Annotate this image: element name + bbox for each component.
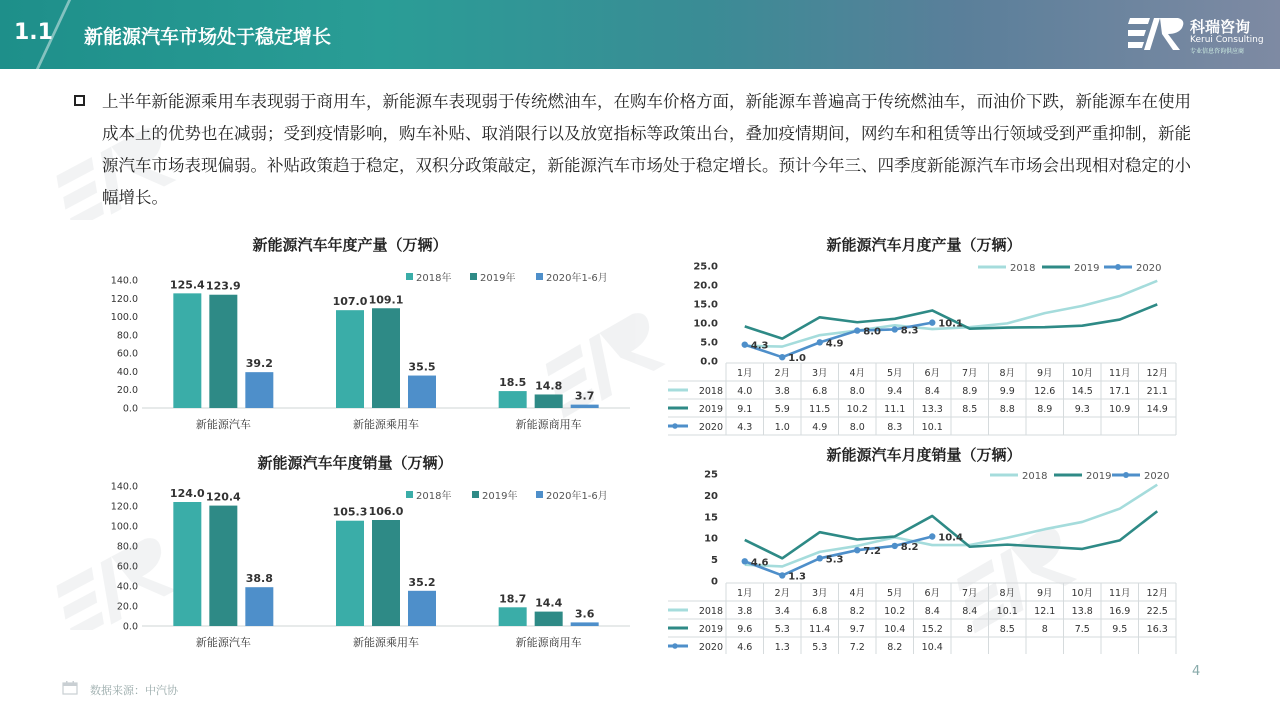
- x-month-label: 11月: [1108, 588, 1131, 599]
- table-cell-value: 10.1: [996, 606, 1018, 617]
- bar-value-label: 105.3: [332, 505, 368, 519]
- series-line-2018: [745, 485, 1158, 567]
- x-month-label: 8月: [999, 588, 1016, 599]
- bar-value-label: 106.0: [368, 505, 404, 518]
- point-label: 4.6: [750, 557, 769, 569]
- table-cell-value: 15.2: [921, 624, 943, 635]
- table-cell-value: 8.0: [849, 386, 865, 397]
- x-category-label: 新能源汽车: [195, 418, 251, 431]
- data-point: [779, 572, 785, 578]
- legend-label: 2018: [1022, 471, 1048, 482]
- x-month-label: 7月: [961, 588, 978, 599]
- chart-title: 新能源汽车年度产量（万辆）: [252, 236, 448, 254]
- point-label: 8.0: [863, 326, 881, 338]
- x-month-label: 7月: [961, 368, 978, 379]
- y-tick-label: 15.0: [693, 299, 718, 311]
- y-tick-label: 10: [704, 533, 718, 545]
- bar: [372, 308, 400, 408]
- x-month-label: 12月: [1146, 368, 1169, 379]
- section-number: 1.1: [14, 20, 53, 45]
- series-line-2018: [745, 281, 1158, 350]
- bar: [499, 391, 527, 408]
- x-month-label: 9月: [1036, 368, 1053, 379]
- page-number: 4: [1192, 664, 1201, 679]
- table-legend-marker: [672, 643, 678, 649]
- bar-value-label: 125.4: [169, 278, 205, 292]
- bar: [209, 295, 237, 408]
- table-cell-value: 1.0: [774, 422, 790, 433]
- bar: [535, 394, 563, 408]
- x-category-label: 新能源商用车: [515, 418, 582, 431]
- logo-tagline: 专业信息咨询供应商: [1190, 48, 1245, 55]
- table-cell-value: 16.9: [1109, 606, 1131, 617]
- bar: [499, 607, 527, 626]
- x-month-label: 12月: [1146, 588, 1169, 599]
- table-cell-value: 10.9: [1109, 404, 1131, 415]
- table-cell-value: 10.2: [846, 404, 868, 415]
- table-cell-value: 8.5: [962, 404, 978, 415]
- bar: [245, 372, 273, 408]
- header-bar: [0, 0, 1280, 69]
- bar: [408, 591, 436, 626]
- page-title: 新能源汽车市场处于稳定增长: [84, 26, 332, 48]
- legend-marker: [1115, 264, 1121, 270]
- legend-label: 2019年: [480, 273, 516, 284]
- table-cell-value: 14.9: [1146, 404, 1168, 415]
- logo-english-name: Kerui Consulting: [1190, 35, 1264, 45]
- legend-label: 2019年: [482, 491, 518, 502]
- y-tick-label: 0.0: [700, 356, 718, 368]
- data-point: [854, 547, 860, 553]
- y-tick-label: 0.0: [122, 403, 138, 415]
- y-tick-label: 40.0: [116, 366, 138, 378]
- y-tick-label: 20.0: [116, 601, 138, 613]
- table-row-label: 2020: [698, 422, 723, 433]
- legend-label: 2020: [1136, 263, 1162, 274]
- table-cell-value: 8.2: [887, 642, 903, 653]
- table-cell-value: 4.0: [737, 386, 753, 397]
- table-cell-value: 11.1: [884, 404, 906, 415]
- table-cell-value: 6.8: [812, 386, 828, 397]
- y-tick-label: 25: [704, 469, 718, 481]
- table-cell-value: 8.4: [962, 606, 978, 617]
- chart-title: 新能源汽车年度销量（万辆）: [257, 454, 453, 472]
- table-row-label: 2020: [698, 642, 723, 653]
- bar: [173, 293, 201, 408]
- bar: [571, 405, 599, 408]
- y-tick-label: 0: [711, 576, 718, 588]
- table-cell-value: 21.1: [1146, 386, 1168, 397]
- legend-label: 2018: [1010, 263, 1036, 274]
- legend-marker: [1123, 472, 1129, 478]
- legend-swatch: [536, 491, 543, 498]
- table-cell-value: 9.5: [1112, 624, 1128, 635]
- table-cell-value: 17.1: [1109, 386, 1131, 397]
- table-cell-value: 7.2: [849, 642, 865, 653]
- bar: [245, 587, 273, 626]
- table-cell-value: 13.8: [1071, 606, 1093, 617]
- table-cell-value: 8: [966, 624, 973, 635]
- x-month-label: 5月: [886, 588, 903, 599]
- data-point: [854, 327, 860, 333]
- table-cell-value: 3.8: [774, 386, 790, 397]
- table-cell-value: 4.6: [737, 642, 753, 653]
- legend-label: 2020年1-6月: [546, 273, 608, 284]
- table-cell-value: 4.3: [737, 422, 753, 433]
- y-tick-label: 5.0: [700, 337, 718, 349]
- x-month-label: 3月: [811, 368, 828, 379]
- y-tick-label: 60.0: [116, 348, 138, 360]
- table-cell-value: 10.2: [884, 606, 906, 617]
- annual-sales-chart: [100, 446, 640, 660]
- bar: [372, 520, 400, 626]
- y-tick-label: 40.0: [116, 581, 138, 593]
- y-tick-label: 80.0: [116, 330, 138, 342]
- monthly-sales-chart: [668, 440, 1180, 654]
- bar-value-label: 124.0: [169, 487, 205, 500]
- intro-paragraph: 上半年新能源乘用车表现弱于商用车，新能源车表现弱于传统燃油车，在购车价格方面，新能源车普遍高于传统燃油车，而油价下跌，新能源车在使用成本上的优势也在减弱；受到疫情影响，购车补贴、取消限行以及放宽指标等政策出台，叠加疫情期间，网约车和租赁等出行领域受到严重抑制，新能源汽车市场表现偏弱。补贴政策趋于稳定，双积分政策敲定，新能源汽车市场处于稳定增长。预计今年三、四季度新能源汽车市场会出现相对稳定的小幅增长。: [102, 92, 1191, 207]
- data-point: [817, 555, 823, 561]
- point-label: 4.3: [750, 340, 769, 352]
- point-label: 4.9: [825, 338, 844, 350]
- legend-label: 2020年1-6月: [546, 491, 608, 502]
- table-cell-value: 5.3: [774, 624, 790, 635]
- bar-value-label: 3.6: [574, 607, 595, 621]
- table-row-label: 2018: [698, 606, 723, 617]
- table-cell-value: 14.5: [1071, 386, 1093, 397]
- data-source-note: 数据来源：中汽协: [90, 684, 178, 697]
- table-cell-value: 7.5: [1074, 624, 1090, 635]
- bullet-square-icon: [74, 95, 85, 106]
- y-tick-label: 60.0: [116, 561, 138, 573]
- data-point: [742, 341, 748, 347]
- bar-value-label: 35.2: [408, 575, 436, 589]
- data-point: [779, 354, 785, 360]
- point-label: 10.4: [938, 532, 963, 544]
- table-cell-value: 8: [1041, 624, 1048, 635]
- table-cell-value: 10.1: [921, 422, 943, 433]
- legend-swatch: [406, 491, 413, 498]
- bar: [408, 376, 436, 408]
- bar: [173, 502, 201, 626]
- table-row-label: 2019: [698, 624, 723, 635]
- legend-label: 2019: [1086, 471, 1112, 482]
- table-cell-value: 4.9: [812, 422, 828, 433]
- table-cell-value: 12.1: [1034, 606, 1056, 617]
- company-logo: [1128, 14, 1268, 58]
- y-tick-label: 25.0: [693, 261, 718, 273]
- bar: [336, 521, 364, 626]
- bar-value-label: 18.7: [499, 592, 527, 606]
- table-cell-value: 10.4: [921, 642, 943, 653]
- point-label: 8.3: [900, 325, 919, 337]
- annual-production-chart: [100, 228, 640, 438]
- table-cell-value: 6.8: [812, 606, 828, 617]
- x-category-label: 新能源乘用车: [353, 636, 419, 649]
- legend-label: 2018年: [416, 273, 452, 284]
- y-tick-label: 20: [704, 490, 718, 502]
- legend-swatch: [472, 491, 479, 498]
- bar-value-label: 14.8: [535, 379, 563, 393]
- data-point: [742, 558, 748, 564]
- table-cell-value: 22.5: [1146, 606, 1168, 617]
- y-tick-label: 120.0: [110, 293, 138, 305]
- table-cell-value: 8.9: [962, 386, 978, 397]
- table-cell-value: 9.9: [999, 386, 1015, 397]
- table-cell-value: 8.3: [887, 422, 903, 433]
- bar-value-label: 123.9: [205, 279, 241, 293]
- y-tick-label: 100.0: [110, 521, 138, 533]
- data-point: [929, 533, 935, 539]
- table-cell-value: 10.4: [884, 624, 906, 635]
- table-cell-value: 8.8: [999, 404, 1015, 415]
- table-cell-value: 8.5: [999, 624, 1015, 635]
- legend-label: 2018年: [416, 491, 452, 502]
- x-month-label: 9月: [1036, 588, 1053, 599]
- monthly-production-chart: [668, 228, 1180, 438]
- bar: [209, 506, 237, 626]
- x-month-label: 6月: [924, 368, 941, 379]
- x-month-label: 11月: [1108, 368, 1131, 379]
- x-month-label: 5月: [886, 368, 903, 379]
- y-tick-label: 15: [704, 512, 718, 524]
- legend-label: 2019: [1074, 263, 1100, 274]
- y-tick-label: 0.0: [122, 621, 138, 633]
- point-label: 10.1: [938, 318, 963, 330]
- bar-value-label: 35.5: [408, 360, 436, 374]
- table-cell-value: 8.4: [924, 606, 940, 617]
- data-point: [929, 319, 935, 325]
- table-cell-value: 3.4: [774, 606, 790, 617]
- table-cell-value: 9.4: [887, 386, 903, 397]
- x-month-label: 8月: [999, 368, 1016, 379]
- bar: [336, 310, 364, 408]
- x-month-label: 6月: [924, 588, 941, 599]
- x-month-label: 10月: [1071, 368, 1094, 379]
- table-cell-value: 13.3: [921, 404, 943, 415]
- y-tick-label: 20.0: [693, 280, 718, 292]
- logo-name: 科瑞咨询: [1190, 18, 1251, 36]
- logo-mark-icon: [1128, 14, 1186, 54]
- table-cell-value: 11.4: [809, 624, 831, 635]
- data-point: [892, 543, 898, 549]
- x-month-label: 10月: [1071, 588, 1094, 599]
- bar-value-label: 38.8: [245, 572, 273, 586]
- bar-value-label: 109.1: [368, 293, 404, 307]
- y-tick-label: 140.0: [110, 275, 138, 287]
- chart-title: 新能源汽车月度销量（万辆）: [826, 446, 1022, 464]
- point-label: 5.3: [825, 554, 844, 566]
- x-month-label: 2月: [774, 588, 791, 599]
- bar: [535, 612, 563, 626]
- table-cell-value: 9.6: [737, 624, 753, 635]
- x-month-label: 2月: [774, 368, 791, 379]
- table-cell-value: 8.0: [849, 422, 865, 433]
- x-category-label: 新能源乘用车: [353, 418, 419, 431]
- legend-swatch: [536, 273, 543, 280]
- data-point: [817, 339, 823, 345]
- x-month-label: 1月: [736, 368, 753, 379]
- table-cell-value: 11.5: [809, 404, 831, 415]
- x-month-label: 4月: [849, 588, 866, 599]
- table-cell-value: 9.3: [1074, 404, 1090, 415]
- y-tick-label: 5: [711, 555, 718, 567]
- x-month-label: 3月: [811, 588, 828, 599]
- table-cell-value: 5.3: [812, 642, 828, 653]
- x-month-label: 4月: [849, 368, 866, 379]
- y-tick-label: 20.0: [116, 385, 138, 397]
- table-cell-value: 9.1: [737, 404, 753, 415]
- table-cell-value: 12.6: [1034, 386, 1056, 397]
- bar-value-label: 14.4: [535, 596, 563, 610]
- x-category-label: 新能源汽车: [195, 636, 251, 649]
- bar-value-label: 39.2: [245, 357, 273, 371]
- x-month-label: 1月: [736, 588, 753, 599]
- table-legend-marker: [672, 423, 678, 429]
- y-tick-label: 120.0: [110, 501, 138, 513]
- table-cell-value: 3.8: [737, 606, 753, 617]
- legend-swatch: [470, 273, 477, 280]
- calendar-icon: [62, 681, 78, 695]
- bar-value-label: 107.0: [332, 295, 368, 309]
- table-cell-value: 5.9: [774, 404, 790, 415]
- table-row-label: 2019: [698, 404, 723, 415]
- bar-value-label: 18.5: [499, 376, 527, 390]
- table-cell-value: 8.4: [924, 386, 940, 397]
- point-label: 8.2: [900, 541, 919, 553]
- x-category-label: 新能源商用车: [515, 636, 582, 649]
- legend-label: 2020: [1144, 471, 1170, 482]
- table-cell-value: 8.9: [1037, 404, 1053, 415]
- point-label: 1.0: [788, 353, 806, 365]
- y-tick-label: 10.0: [693, 318, 718, 330]
- y-tick-label: 140.0: [110, 481, 138, 493]
- table-cell-value: 1.3: [774, 642, 790, 653]
- y-tick-label: 100.0: [110, 312, 138, 324]
- point-label: 1.3: [788, 571, 806, 583]
- table-row-label: 2018: [698, 386, 723, 397]
- chart-title: 新能源汽车月度产量（万辆）: [826, 236, 1022, 254]
- y-tick-label: 80.0: [116, 541, 138, 553]
- bar-value-label: 3.7: [574, 389, 595, 403]
- legend-swatch: [406, 273, 413, 280]
- bar-value-label: 120.4: [205, 490, 241, 504]
- point-label: 7.2: [863, 546, 881, 558]
- table-cell-value: 8.2: [849, 606, 865, 617]
- data-point: [892, 326, 898, 332]
- bar: [571, 622, 599, 626]
- table-cell-value: 9.7: [849, 624, 865, 635]
- table-cell-value: 16.3: [1146, 624, 1168, 635]
